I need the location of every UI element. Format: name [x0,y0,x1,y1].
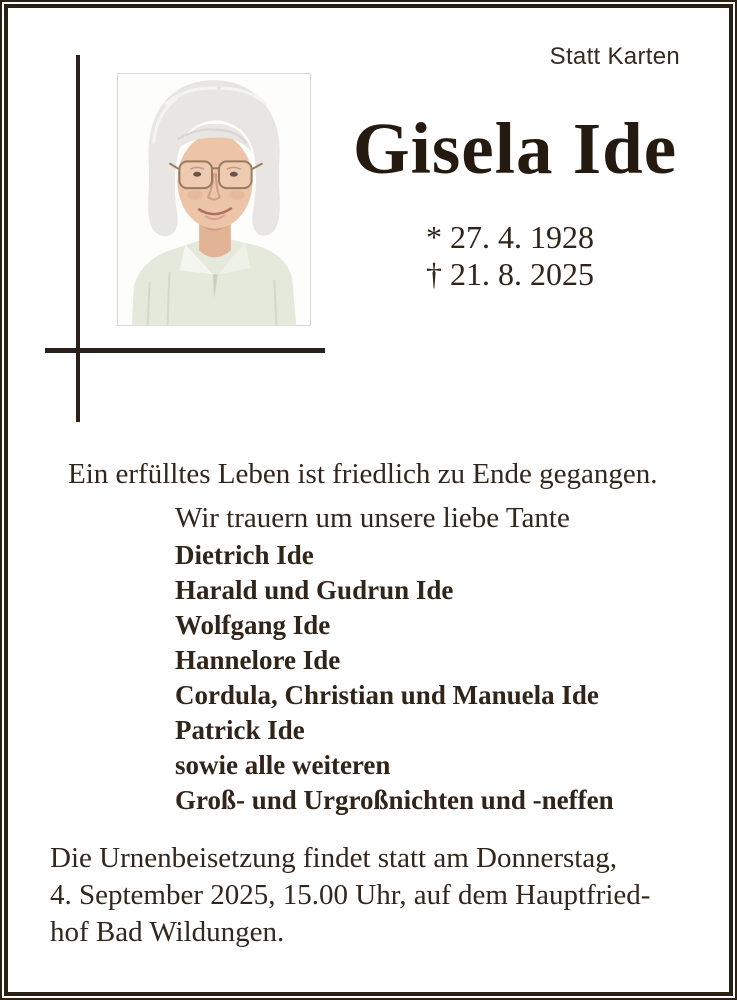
portrait-photo-illustration [118,74,310,325]
mourner-name: Patrick Ide [175,715,305,745]
statt-karten-note: Statt Karten [549,43,680,70]
mourners-list [175,538,614,818]
deceased-name: Gisela Ide [352,108,678,189]
funeral-line: hof Bad Wildungen. [50,916,285,948]
death-date: † 21. 8. 2025 [426,256,594,292]
mourner-name: Hannelore Ide [175,645,341,675]
portrait-photo [117,73,311,326]
mourner-name: Harald und Gudrun Ide [175,575,454,605]
memorial-cross-icon [45,348,325,353]
funeral-line: 4. September 2025, 15.00 Uhr, auf dem Hauptfried- [50,879,651,911]
birth-date: * 27. 4. 1928 [426,219,594,255]
life-dates [330,219,690,293]
funeral-line: Die Urnenbeisetzung findet statt am Donnerstag, [50,842,617,874]
mourner-name: Cordula, Christian und Manuela Ide [175,680,599,710]
funeral-info [50,840,650,951]
mourner-name: Groß- und Urgroßnichten und -neffen [175,785,614,815]
mourning-line: Wir trauern um unsere liebe Tante [175,502,570,534]
intro-line: Ein erfülltes Leben ist friedlich zu Ende gegangen. [68,458,658,490]
mourner-name: Wolfgang Ide [175,610,331,640]
memorial-cross-icon [76,55,80,422]
mourner-name: Dietrich Ide [175,540,314,570]
mourner-name: sowie alle weiteren [175,750,391,780]
